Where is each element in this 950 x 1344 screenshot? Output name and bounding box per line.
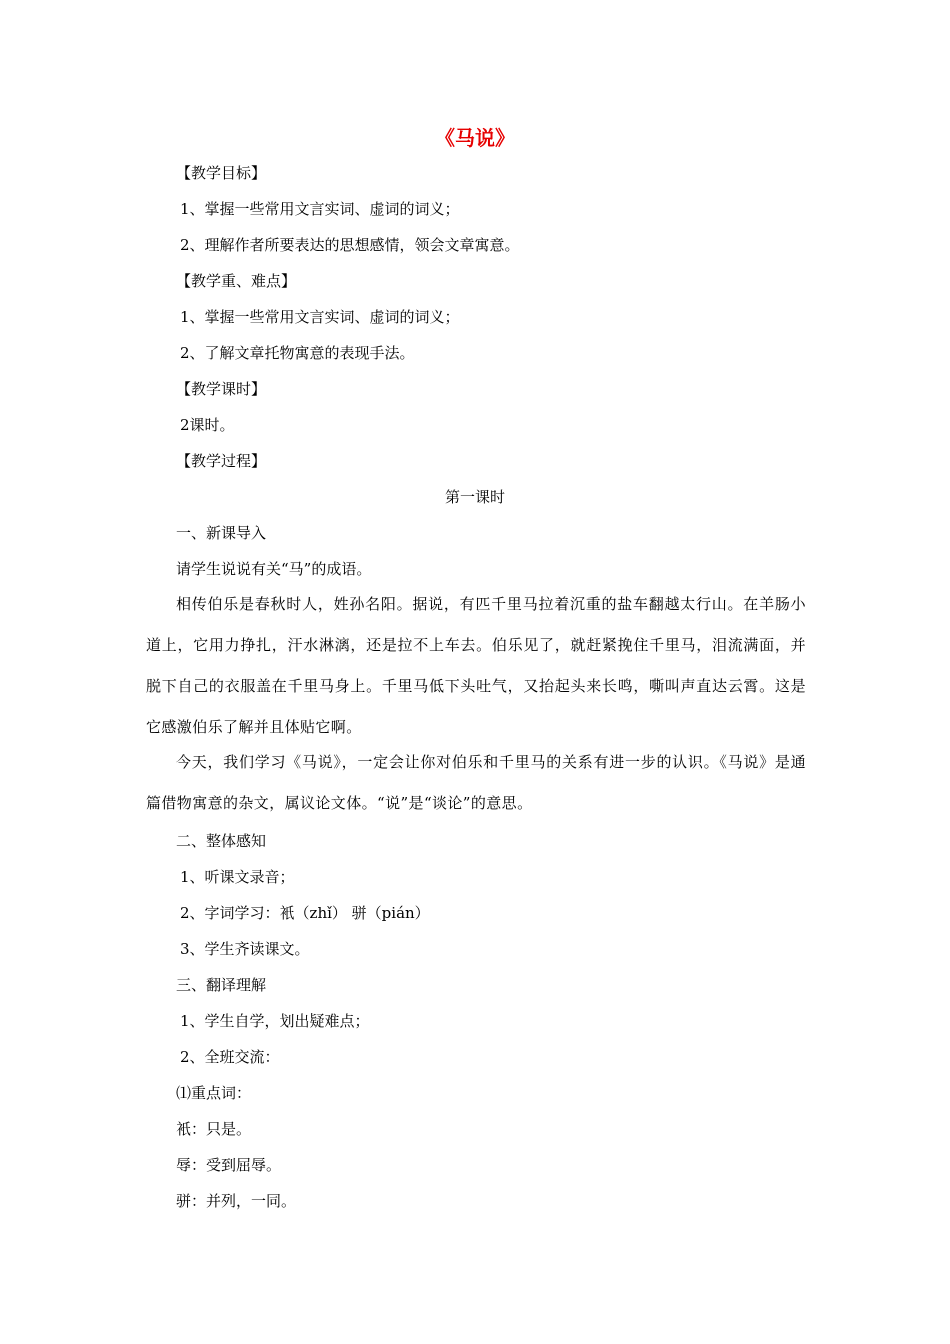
part-one-heading: 一、新课导入 xyxy=(176,524,267,542)
key-point-item-2: 2、了解文章托物寓意的表现手法。 xyxy=(180,344,415,362)
today-paragraph: 今天，我们学习《马说》，一定会让你对伯乐和千里马的关系有进一步的认识。《马说》是通篇借物寓意的杂文，属议论文体。“说”是“谈论”的意思。 xyxy=(146,753,806,812)
hours-heading: 【教学课时】 xyxy=(176,380,267,398)
part-three-heading: 三、翻译理解 xyxy=(176,976,267,994)
part-two-item-3: 3、学生齐读课文。 xyxy=(180,940,310,958)
key-word-item-2: 辱：受到屈辱。 xyxy=(176,1156,282,1174)
part-two-item-2: 2、字词学习：衹（zhǐ） 骈（pián） xyxy=(180,904,430,922)
part-one-intro: 请学生说说有关“马”的成语。 xyxy=(176,560,372,578)
key-words-heading: ⑴重点词： xyxy=(176,1084,252,1102)
key-word-item-3: 骈：并列，一同。 xyxy=(176,1192,297,1210)
part-two-heading: 二、整体感知 xyxy=(176,832,267,850)
lesson-one-heading: 第一课时 xyxy=(444,488,505,506)
objectives-heading: 【教学目标】 xyxy=(176,164,267,182)
part-three-item-2: 2、全班交流： xyxy=(180,1048,280,1066)
objective-item-1: 1、掌握一些常用文言实词、虚词的词义； xyxy=(180,200,460,218)
objective-item-2: 2、理解作者所要表达的思想感情，领会文章寓意。 xyxy=(180,236,520,254)
process-heading: 【教学过程】 xyxy=(176,452,267,470)
story-paragraph: 相传伯乐是春秋时人，姓孙名阳。据说，有匹千里马拉着沉重的盐车翻越太行山。在羊肠小道上，它用力挣扎，汗水淋漓，还是拉不上车去。伯乐见了，就赶紧挽住千里马，泪流满面，并脱下自己的衣服盖在千里马身上。千里马低下头吐气，又抬起头来长鸣，嘶叫声直达云霄。这是它感激伯乐了解并且体贴它啊。 xyxy=(146,595,806,736)
part-two-item-1: 1、听课文录音； xyxy=(180,868,295,886)
hours-value: 2课时。 xyxy=(180,416,235,434)
key-points-heading: 【教学重、难点】 xyxy=(176,272,297,290)
document-title: 《马说》 xyxy=(435,126,515,150)
part-three-item-1: 1、学生自学，划出疑难点； xyxy=(180,1012,370,1030)
key-word-item-1: 衹：只是。 xyxy=(176,1120,252,1138)
key-point-item-1: 1、掌握一些常用文言实词、虚词的词义； xyxy=(180,308,460,326)
